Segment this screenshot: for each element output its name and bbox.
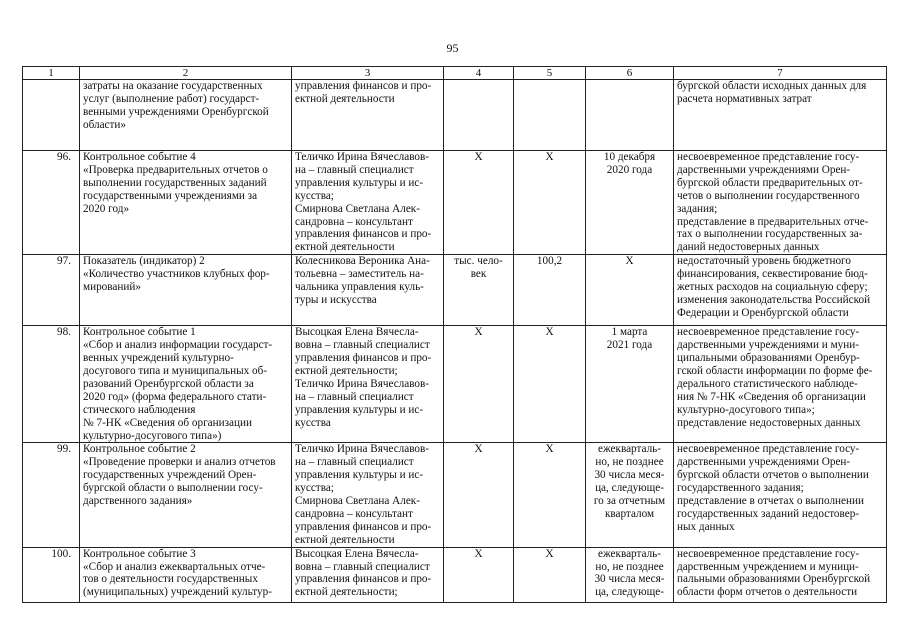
unit-cell: Х [444, 151, 514, 255]
risk-cell: несвоевременное представление госу- дарственными учреждениями Орен- бургской области отчетов о выполнении государственного задания; представление в отчетах о выполнении государственных заданий недостовер- ных данных [674, 443, 887, 547]
responsible-cell: Колесникова Вероника Ана- тольевна – заместитель на- чальника управления куль- туры и искусства [292, 255, 444, 326]
responsible-cell: Высоцкая Елена Вячесла- вовна – главный специалист управления финансов и про- ектной деятельности; [292, 547, 444, 602]
risk-cell: несвоевременное представление госу- дарственным учреждением и муници- пальными образованиями Оренбургской области форм отчетов о деятельности [674, 547, 887, 602]
row-number: 96. [23, 151, 80, 255]
row-number: 97. [23, 255, 80, 326]
value-cell [514, 80, 586, 151]
risk-cell: недостаточный уровень бюджетного финансирования, секвестирование бюд- жетных расходов на социальную сферу; изменения законодательства Российской Федерации и Оренбургской области [674, 255, 887, 326]
column-header: 5 [514, 67, 586, 80]
event-name-cell: Контрольное событие 4 «Проверка предварительных отчетов о выполнении государственных заданий государственными учреждениями за 2020 год» [80, 151, 292, 255]
date-cell: 1 марта 2021 года [586, 326, 674, 443]
responsible-cell: Теличко Ирина Вячеславов- на – главный специалист управления культуры и ис- кусства; Смирнова Светлана Алек- сандровна – консультант управления финансов и про- ектной деятельности [292, 151, 444, 255]
risk-cell: несвоевременное представление госу- дарственными учреждениями Орен- бургской области предварительных от- четов о выполнении государственного задания; представление в предварительных отче- тах о выполнении государственных за- даний недостоверных данных [674, 151, 887, 255]
unit-cell: тыс. чело- век [444, 255, 514, 326]
value-cell: Х [514, 326, 586, 443]
column-header: 2 [80, 67, 292, 80]
date-cell [586, 80, 674, 151]
row-number [23, 80, 80, 151]
column-header: 1 [23, 67, 80, 80]
risk-cell: несвоевременное представление госу- дарственными учреждениями и муни- ципальными образованиями Оренбур- гской области информации по форме фе- дерального статистического наблюде- ния № 7-НК «Сведения об организации культурно-досугового типа»; представление недостоверных данных [674, 326, 887, 443]
table-row [23, 443, 887, 547]
table-row [23, 80, 887, 151]
page-number: 95 [446, 41, 459, 55]
unit-cell: Х [444, 326, 514, 443]
column-header: 4 [444, 67, 514, 80]
unit-cell: Х [444, 443, 514, 547]
column-header: 3 [292, 67, 444, 80]
table-row [23, 151, 887, 255]
event-name-cell: Показатель (индикатор) 2 «Количество участников клубных фор- мирований» [80, 255, 292, 326]
table-row [23, 326, 887, 443]
event-name-cell: Контрольное событие 3 «Сбор и анализ ежеквартальных отче- тов о деятельности государственных (муниципальных) учреждений культур- [80, 547, 292, 602]
event-name-cell: затраты на оказание государственных услуг (выполнение работ) государст- венными учреждениями Оренбургской области» [80, 80, 292, 151]
event-name-cell: Контрольное событие 2 «Проведение проверки и анализ отчетов государственных учреждений Орен- бургской области о выполнении госу- дарственного задания» [80, 443, 292, 547]
date-cell: ежекварталь- но, не позднее 30 числа меся- ца, следующе- го за отчетным кварталом [586, 443, 674, 547]
risk-cell: бургской области исходных данных для расчета нормативных затрат [674, 80, 887, 151]
row-number: 100. [23, 547, 80, 602]
date-cell: ежекварталь- но, не позднее 30 числа меся- ца, следующе- [586, 547, 674, 602]
unit-cell: Х [444, 547, 514, 602]
value-cell: Х [514, 547, 586, 602]
column-header: 6 [586, 67, 674, 80]
plan-table [22, 66, 887, 603]
row-number: 98. [23, 326, 80, 443]
row-number: 99. [23, 443, 80, 547]
responsible-cell: Высоцкая Елена Вячесла- вовна – главный специалист управления финансов и про- ектной деятельности; Теличко Ирина Вячеславов- на – главный специалист управления культуры и ис- кусства [292, 326, 444, 443]
unit-cell [444, 80, 514, 151]
value-cell: Х [514, 151, 586, 255]
value-cell: 100,2 [514, 255, 586, 326]
column-header: 7 [674, 67, 887, 80]
table-row [23, 255, 887, 326]
date-cell: 10 декабря 2020 года [586, 151, 674, 255]
value-cell: Х [514, 443, 586, 547]
responsible-cell: Теличко Ирина Вячеславов- на – главный специалист управления культуры и ис- кусства; Смирнова Светлана Алек- сандровна – консультант управления финансов и про- ектной деятельности [292, 443, 444, 547]
table-header-row [23, 67, 887, 80]
event-name-cell: Контрольное событие 1 «Сбор и анализ информации государст- венных учреждений культурно- досугового типа и муниципальных об- разований Оренбургской области за 2020 год» (форма федерального стати- стического наблюдения № 7-НК «Сведения об организации культурно-досугового типа») [80, 326, 292, 443]
date-cell: Х [586, 255, 674, 326]
table-row [23, 547, 887, 602]
responsible-cell: управления финансов и про- ектной деятельности [292, 80, 444, 151]
